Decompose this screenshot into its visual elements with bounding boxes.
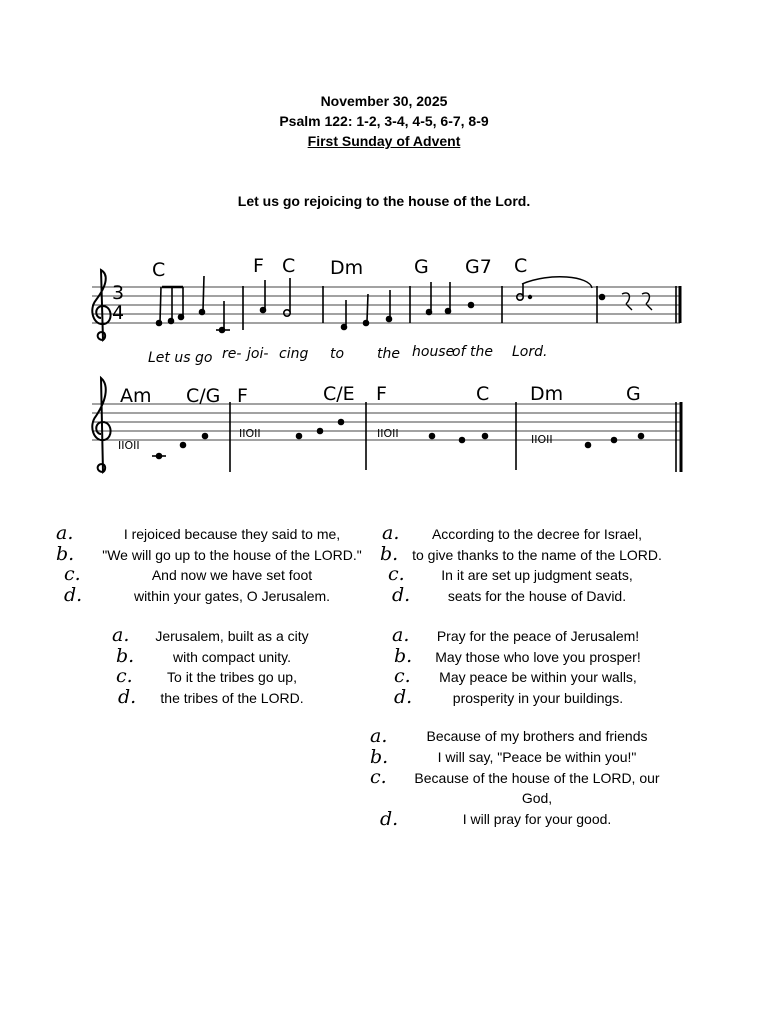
line-letter: a. (392, 624, 410, 646)
chord: C/E (323, 383, 355, 405)
staff-1-notes (157, 276, 681, 333)
verse-line: And now we have set foot (151, 567, 313, 583)
line-letter: b. (56, 542, 75, 565)
line-letter: c. (64, 563, 81, 585)
line-letter: d. (64, 583, 83, 606)
verse-line: To it the tribes go up, (167, 669, 297, 685)
verse-line: seats for the house of David. (447, 587, 627, 604)
verse-line: I rejoiced because they said to me, (123, 526, 341, 542)
line-letter: a. (370, 725, 388, 747)
verse-line: within your gates, O Jerusalem. (133, 587, 331, 604)
chord: C (282, 255, 296, 277)
chord: C (476, 383, 490, 405)
lyric-syllable: of (452, 344, 466, 360)
verse-1 (56, 522, 372, 606)
refrain-text: Let us go rejoicing to the house of the Lord. (237, 193, 531, 209)
verse-line: Jerusalem, built as a city (155, 628, 309, 644)
verse-line: to give thanks to the name of the LORD. (412, 546, 662, 563)
line-letter: d. (118, 685, 137, 708)
chord: F (376, 383, 387, 405)
lyric-syllable: to (330, 346, 345, 362)
line-letter: b. (380, 542, 399, 565)
verse-2 (112, 624, 322, 708)
reciting-tone: IIOII (377, 427, 399, 440)
line-letter: c. (370, 766, 387, 788)
music-notation (0, 0, 768, 480)
reciting-tone: IIOII (239, 427, 261, 440)
chord: Am (120, 385, 152, 407)
date: November 30, 2025 (320, 93, 448, 109)
verse-line: "We will go up to the house of the LORD." (102, 546, 362, 563)
verse-line: I will pray for your good. (462, 811, 612, 827)
lyric-syllable: the (470, 344, 493, 360)
line-letter: d. (394, 685, 413, 708)
psalm-reference: Psalm 122: 1-2, 3-4, 4-5, 6-7, 8-9 (279, 113, 489, 129)
treble-clef-icon (92, 378, 110, 472)
verse-5 (370, 725, 676, 831)
time-signature-bottom: 4 (112, 302, 125, 324)
verse-line: Because of the house of the LORD, our God, (414, 770, 660, 806)
line-letter: d. (380, 808, 399, 830)
lyric-syllable: the (377, 346, 400, 362)
line-letter: b. (370, 745, 389, 768)
line-letter: a. (382, 522, 400, 544)
verse-line: I will say, "Peace be within you!" (437, 748, 637, 765)
line-letter: c. (388, 563, 405, 585)
line-letter: c. (394, 665, 411, 687)
reciting-tone: IIOII (118, 439, 140, 452)
verse-3 (380, 522, 672, 606)
line-letter: c. (116, 665, 133, 687)
lyric-syllable: Let us go (148, 350, 213, 366)
chord: C (152, 259, 166, 281)
verse-line: Because of my brothers and friends (426, 728, 648, 744)
verse-line: In it are set up judgment seats, (441, 567, 633, 583)
verse-line: the tribes of the LORD. (160, 689, 304, 706)
chord: C (514, 255, 528, 277)
time-signature-top: 3 (112, 282, 125, 304)
lyric-syllable: Lord. (512, 344, 548, 360)
lyric-syllable: joi- (247, 346, 269, 362)
chord: G7 (465, 256, 492, 278)
lyric-syllable: cing (279, 346, 309, 362)
chord: F (253, 255, 264, 277)
chord: Dm (330, 257, 364, 279)
chord: Dm (530, 383, 564, 405)
chord: F (237, 385, 248, 407)
line-letter: b. (394, 644, 413, 667)
line-letter: a. (56, 522, 74, 544)
verse-line: May peace be within your walls, (439, 669, 637, 685)
chord: G (626, 383, 641, 405)
lyric-syllable: house (412, 344, 455, 360)
verse-line: According to the decree for Israel, (431, 526, 643, 542)
verse-line: May those who love you prosper! (435, 648, 641, 665)
verse-line: with compact unity. (172, 648, 291, 665)
occasion: First Sunday of Advent (307, 133, 461, 149)
chord: G (414, 256, 429, 278)
verse-4 (392, 624, 656, 708)
chord: C/G (186, 385, 221, 407)
verse-line: Pray for the peace of Jerusalem! (436, 628, 640, 644)
line-letter: a. (112, 624, 130, 646)
reciting-tone: IIOII (531, 433, 553, 446)
line-letter: d. (392, 583, 411, 606)
lyric-syllable: re- (222, 346, 242, 362)
verse-line: prosperity in your buildings. (452, 689, 624, 706)
line-letter: b. (116, 644, 135, 667)
